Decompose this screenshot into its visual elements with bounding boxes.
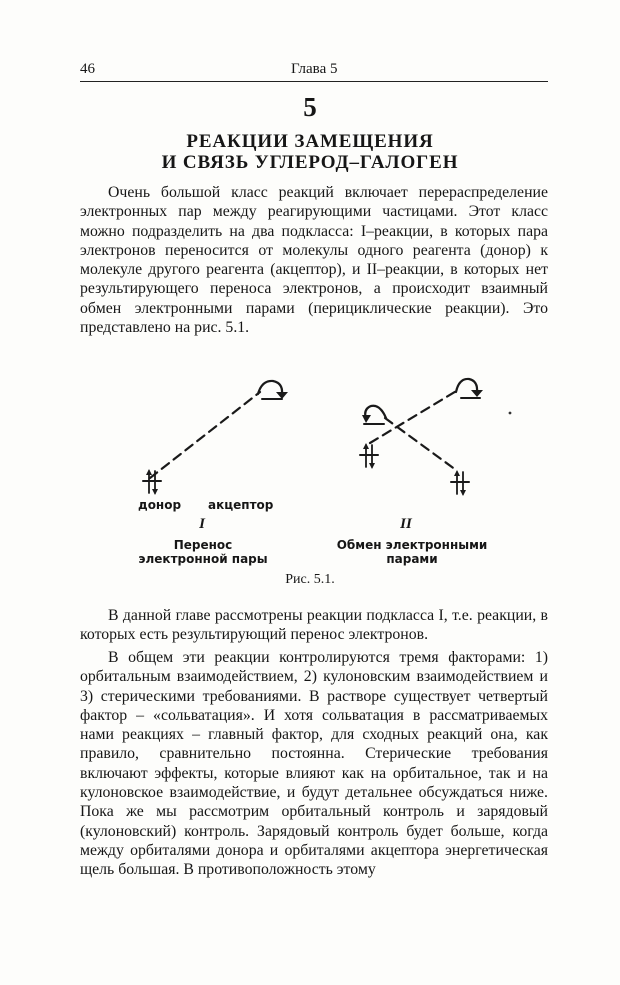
acceptor-label: акцептор (208, 498, 274, 512)
diagram-2-numeral: II (400, 516, 412, 532)
exchange-dashed-line-2 (385, 418, 456, 470)
running-head: Глава 5 (291, 61, 338, 77)
figure-diagram (130, 365, 520, 505)
body-paragraph-2: В общем эти реакции контролируются тремя факторами: 1) орбитальным взаимодействием, 2) кулоновским взаимодействием и 3) стерическими требованиями. В растворе существует четвертый фактор – «сольватация». И хотя сольватация в рассматриваемых нами реакциях – главный фактор, для сходных реакций она, как правило, сравнительно постоянна. Стерические требования включают эффекты, которые влияют как на орбитальное, так и на кулоновское взаимодействие, и будут детальнее обсуждаться ниже. Пока же мы рассмотрим орбитальный контроль и зарядовый (кулоновский) контроль. Зарядовый контроль будет больше, когда между орбиталями донора и орбиталями акцептора энергетическая щель большая. В противоположность этому (80, 649, 548, 879)
body-paragraph-1: В данной главе рассмотрены реакции подкласса I, т.е. реакции, в которых есть результирующий перенос электронов. (80, 607, 548, 644)
chapter-title-line-1: РЕАКЦИИ ЗАМЕЩЕНИЯ (186, 131, 434, 152)
transfer-dashed-line (150, 392, 260, 478)
exchange-electron-pair-left-icon (360, 443, 378, 469)
chapter-title-line-2: И СВЯЗЬ УГЛЕРОД–ГАЛОГЕН (161, 152, 459, 173)
donor-electron-pair-icon (143, 469, 161, 495)
diagram-1-caption: Перенос электронной пары (138, 538, 268, 566)
donor-label: донор (138, 498, 182, 512)
exchange-dashed-line-1 (370, 390, 458, 443)
diagram-2-caption: Обмен электронными парами (336, 538, 488, 566)
intro-paragraph: Очень большой класс реакций включает перераспределение электронных пар между реагирующими частицами. Этот класс можно подразделить на два подкласса: I–реакции, в которых пара электронов переносится от молекулы одного реагента (донор) к молекуле другого реагента (акцептор), и II–реакции, в которых нет результирующего переноса электронов, а происходит взаимный обмен электронными парами (перициклические реакции). Это представлено на рис. 5.1. (80, 184, 548, 337)
page-number: 46 (80, 61, 95, 77)
diagram-1-numeral: I (199, 516, 205, 532)
figure-caption: Рис. 5.1. (285, 572, 335, 587)
exchange-electron-pair-right-icon (451, 470, 469, 496)
header-rule (80, 81, 548, 82)
chapter-number: 5 (303, 92, 317, 122)
